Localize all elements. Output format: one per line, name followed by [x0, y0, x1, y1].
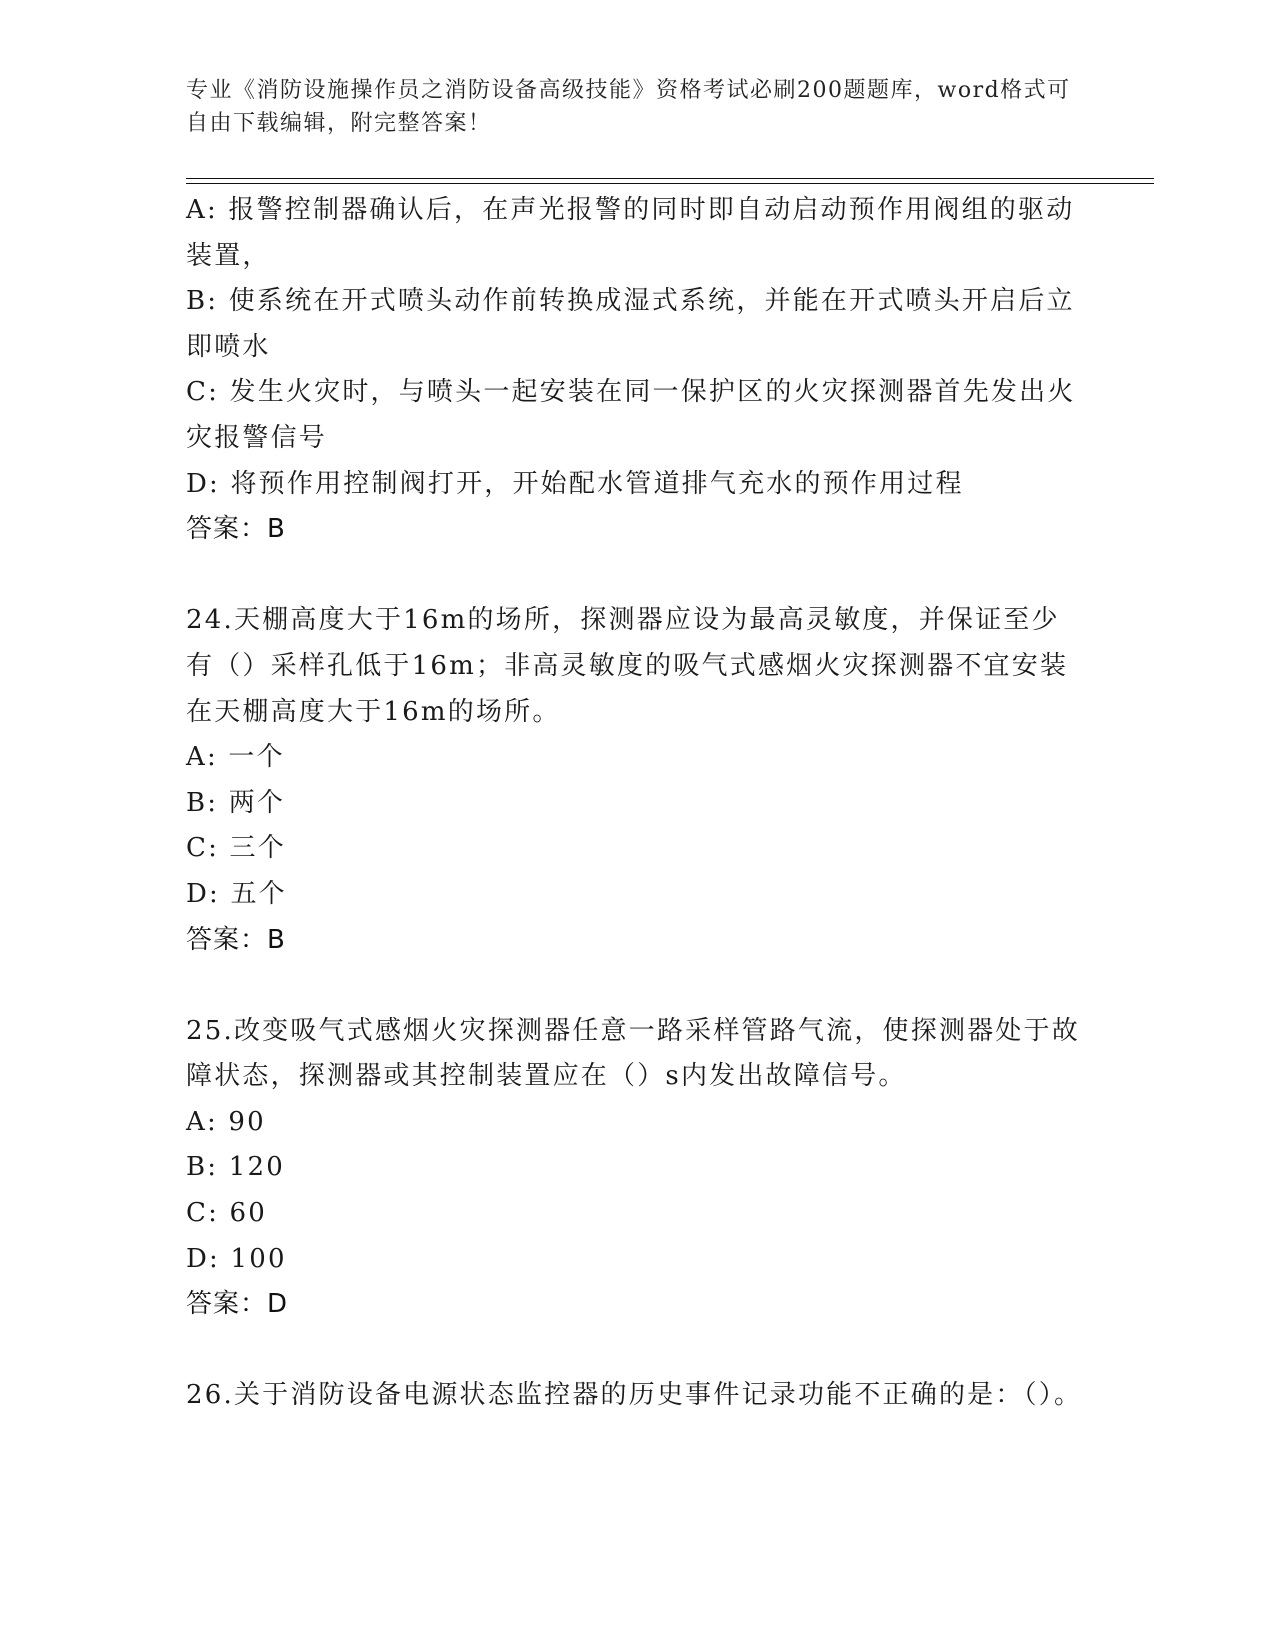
option-c: C: 三个 — [186, 833, 286, 864]
option-d: D: 五个 — [186, 878, 287, 909]
header-title: 专业《消防设施操作员之消防设备高级技能》资格考试必刷200题题库，word格式可自由下载编辑，附完整答案！ — [186, 78, 1071, 136]
option-b: B: 两个 — [186, 787, 286, 818]
option-a: A: 报警控制器确认后，在声光报警的同时即自动启动预作用阀组的驱动装置， — [186, 195, 1075, 271]
answer: 答案：B — [186, 514, 286, 545]
option-c: C: 发生火灾时，与喷头一起安装在同一保护区的火灾探测器首先发出火灾报警信号 — [186, 377, 1076, 453]
question-26 — [186, 1373, 1086, 1419]
question-23-continued — [186, 188, 1086, 553]
answer: 答案：D — [186, 1289, 289, 1320]
option-b: B: 使系统在开式喷头动作前转换成湿式系统，并能在开式喷头开启后立即喷水 — [186, 286, 1075, 362]
header-divider-top — [186, 178, 1154, 179]
question-25 — [186, 1009, 1086, 1328]
question-text: 26.关于消防设备电源状态监控器的历史事件记录功能不正确的是：（）。 — [186, 1380, 1083, 1411]
answer: 答案：B — [186, 924, 286, 955]
document-header — [186, 74, 1086, 140]
option-d: D: 100 — [186, 1243, 287, 1274]
option-b: B: 120 — [186, 1152, 285, 1183]
option-a: A: 90 — [186, 1106, 266, 1137]
document-body — [186, 188, 1086, 1419]
question-text: 25.改变吸气式感烟火灾探测器任意一路采样管路气流，使探测器处于故障状态，探测器或其控制装置应在（）s内发出故障信号。 — [186, 1015, 1080, 1092]
question-24 — [186, 598, 1086, 963]
spacer — [186, 553, 1086, 599]
option-a: A: 一个 — [186, 742, 285, 773]
header-divider-bottom — [186, 183, 1154, 184]
option-c: C: 60 — [186, 1198, 268, 1229]
option-d: D: 将预作用控制阀打开，开始配水管道排气充水的预作用过程 — [186, 468, 964, 499]
question-text: 24.天棚高度大于16m的场所，探测器应设为最高灵敏度，并保证至少有（）采样孔低于16m；非高灵敏度的吸气式感烟火灾探测器不宜安装在天棚高度大于16m的场所。 — [186, 605, 1069, 727]
spacer — [186, 963, 1086, 1009]
spacer — [186, 1328, 1086, 1374]
